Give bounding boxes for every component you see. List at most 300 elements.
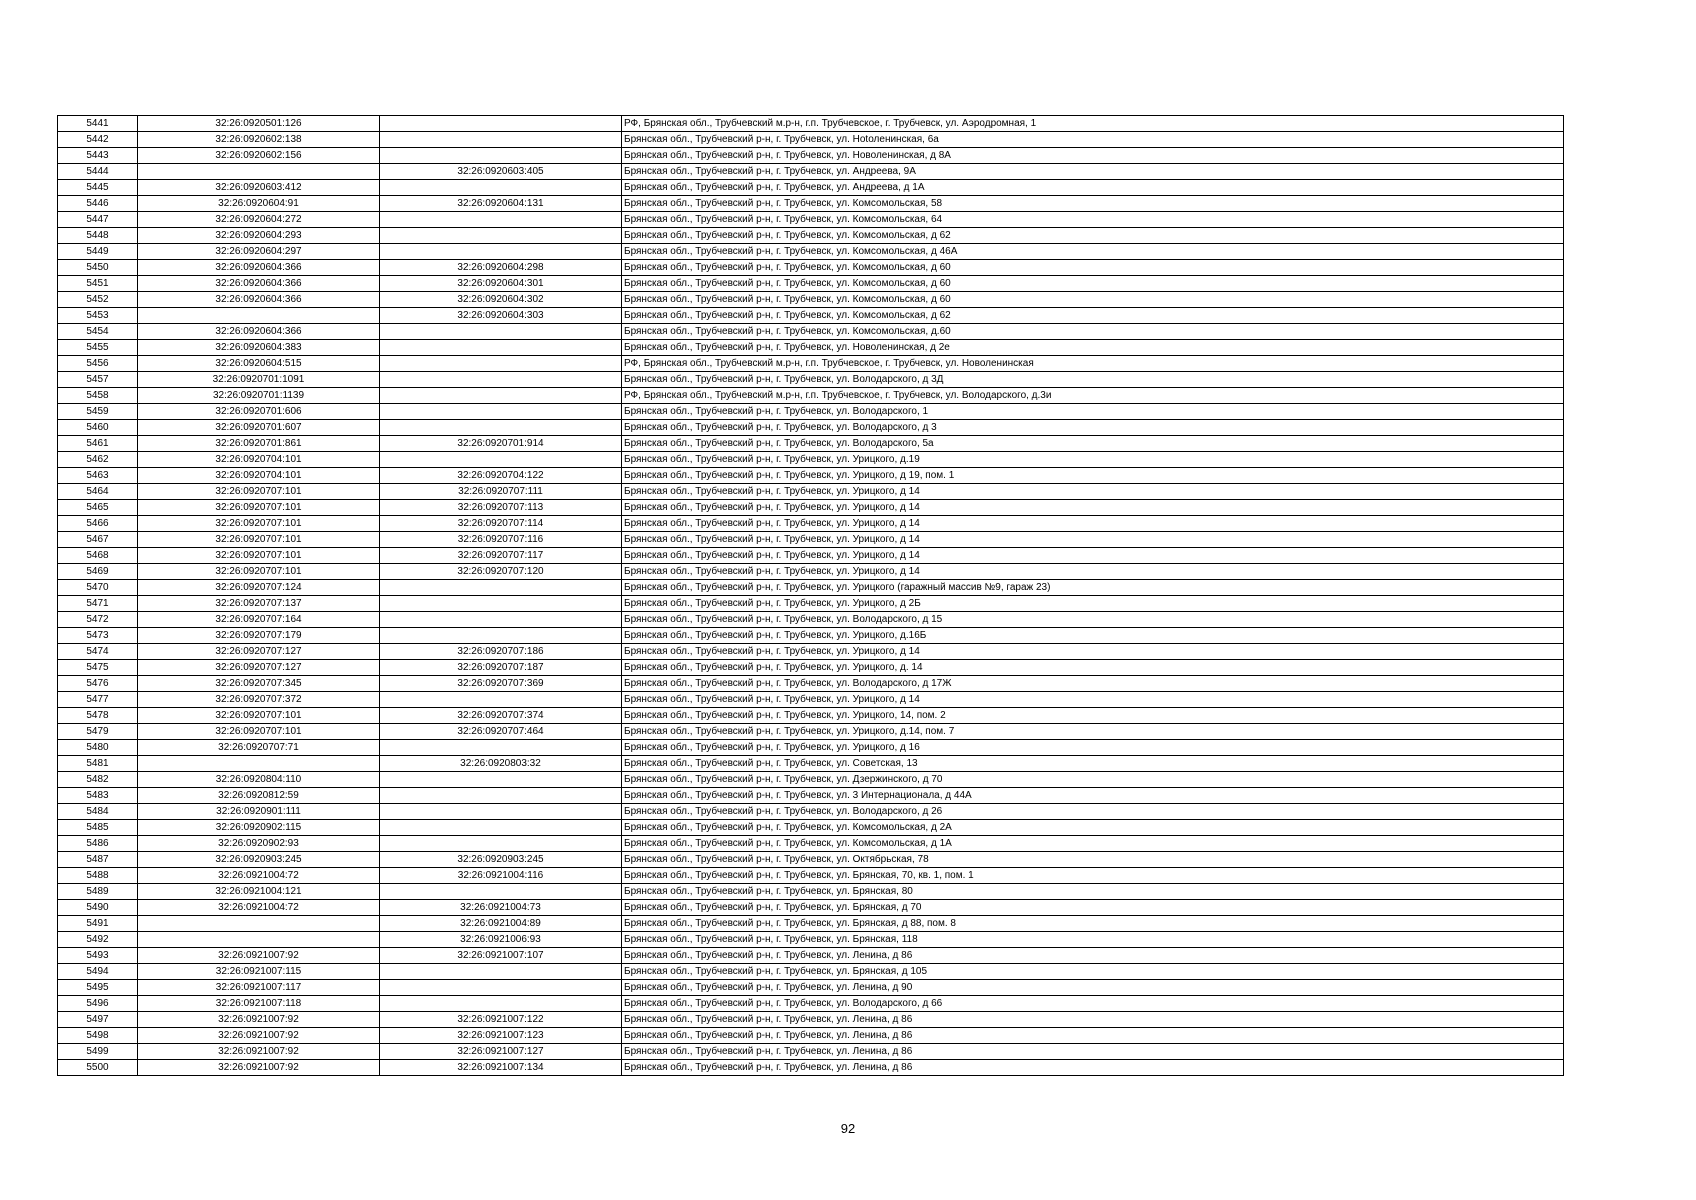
cadastral-number-cell: 32:26:0920902:115 <box>138 820 380 836</box>
related-cadastral-number-cell: 32:26:0921004:73 <box>380 900 622 916</box>
related-cadastral-number-cell <box>380 964 622 980</box>
related-cadastral-number-cell: 32:26:0920707:116 <box>380 532 622 548</box>
table-row <box>58 436 1564 452</box>
related-cadastral-number-cell <box>380 116 622 132</box>
cadastral-number-cell: 32:26:0920701:606 <box>138 404 380 420</box>
address-cell: Брянская обл., Трубчевский р-н, г. Трубчевск, ул. Советская, 13 <box>622 756 1564 772</box>
cadastral-number-cell: 32:26:0921007:118 <box>138 996 380 1012</box>
related-cadastral-number-cell: 32:26:0920707:374 <box>380 708 622 724</box>
related-cadastral-number-cell: 32:26:0921007:123 <box>380 1028 622 1044</box>
cadastral-number-cell: 32:26:0920604:366 <box>138 260 380 276</box>
address-cell: Брянская обл., Трубчевский р-н, г. Трубчевск, ул. Володарского, д 26 <box>622 804 1564 820</box>
related-cadastral-number-cell: 32:26:0920701:914 <box>380 436 622 452</box>
related-cadastral-number-cell: 32:26:0920604:301 <box>380 276 622 292</box>
address-cell: Брянская обл., Трубчевский р-н, г. Трубчевск, ул. Комсомольская, д.60 <box>622 324 1564 340</box>
related-cadastral-number-cell <box>380 324 622 340</box>
related-cadastral-number-cell <box>380 580 622 596</box>
row-number-cell: 5463 <box>58 468 138 484</box>
cadastral-number-cell: 32:26:0920707:179 <box>138 628 380 644</box>
address-cell: Брянская обл., Трубчевский р-н, г. Трубчевск, ул. Комсомольская, д 1А <box>622 836 1564 852</box>
cadastral-number-cell: 32:26:0920604:293 <box>138 228 380 244</box>
table-row <box>58 724 1564 740</box>
related-cadastral-number-cell: 32:26:0920604:303 <box>380 308 622 324</box>
row-number-cell: 5472 <box>58 612 138 628</box>
table-row <box>58 804 1564 820</box>
table-row <box>58 276 1564 292</box>
row-number-cell: 5485 <box>58 820 138 836</box>
table-row <box>58 884 1564 900</box>
table-row <box>58 564 1564 580</box>
address-cell: Брянская обл., Трубчевский р-н, г. Трубчевск, ул. Урицкого, 14, пом. 2 <box>622 708 1564 724</box>
related-cadastral-number-cell <box>380 148 622 164</box>
related-cadastral-number-cell <box>380 180 622 196</box>
row-number-cell: 5489 <box>58 884 138 900</box>
row-number-cell: 5471 <box>58 596 138 612</box>
table-row <box>58 948 1564 964</box>
table-row <box>58 420 1564 436</box>
table-row <box>58 708 1564 724</box>
address-cell: Брянская обл., Трубчевский р-н, г. Трубчевск, ул. Урицкого, д 14 <box>622 532 1564 548</box>
row-number-cell: 5495 <box>58 980 138 996</box>
table-row <box>58 772 1564 788</box>
row-number-cell: 5466 <box>58 516 138 532</box>
related-cadastral-number-cell <box>380 628 622 644</box>
table-row <box>58 324 1564 340</box>
related-cadastral-number-cell: 32:26:0920803:32 <box>380 756 622 772</box>
related-cadastral-number-cell: 32:26:0920707:464 <box>380 724 622 740</box>
table-row <box>58 1044 1564 1060</box>
table-row <box>58 852 1564 868</box>
address-cell: Брянская обл., Трубчевский р-н, г. Трубчевск, ул. Ленина, д 86 <box>622 948 1564 964</box>
related-cadastral-number-cell: 32:26:0921007:107 <box>380 948 622 964</box>
row-number-cell: 5461 <box>58 436 138 452</box>
address-cell: Брянская обл., Трубчевский р-н, г. Трубчевск, ул. Комсомольская, д 62 <box>622 228 1564 244</box>
row-number-cell: 5488 <box>58 868 138 884</box>
address-cell: РФ, Брянская обл., Трубчевский м.р-н, г.п. Трубчевское, г. Трубчевск, ул. Новоленинская <box>622 356 1564 372</box>
table-row <box>58 932 1564 948</box>
row-number-cell: 5454 <box>58 324 138 340</box>
address-cell: Брянская обл., Трубчевский р-н, г. Трубчевск, ул. Комсомольская, д 62 <box>622 308 1564 324</box>
related-cadastral-number-cell: 32:26:0921004:116 <box>380 868 622 884</box>
cadastral-number-cell: 32:26:0920704:101 <box>138 468 380 484</box>
cadastral-number-cell: 32:26:0920707:101 <box>138 724 380 740</box>
table-row <box>58 308 1564 324</box>
row-number-cell: 5441 <box>58 116 138 132</box>
address-cell: Брянская обл., Трубчевский р-н, г. Трубчевск, ул. Новоленинская, д 2е <box>622 340 1564 356</box>
cadastral-number-cell: 32:26:0920603:412 <box>138 180 380 196</box>
address-cell: Брянская обл., Трубчевский р-н, г. Трубчевск, ул. Брянская, 80 <box>622 884 1564 900</box>
address-cell: Брянская обл., Трубчевский р-н, г. Трубчевск, ул. Володарского, 1 <box>622 404 1564 420</box>
row-number-cell: 5452 <box>58 292 138 308</box>
address-cell: Брянская обл., Трубчевский р-н, г. Трубчевск, ул. Андреева, д 1А <box>622 180 1564 196</box>
cadastral-number-cell: 32:26:0921007:92 <box>138 1044 380 1060</box>
address-cell: Брянская обл., Трубчевский р-н, г. Трубчевск, ул. Октябрьская, 78 <box>622 852 1564 868</box>
cadastral-number-cell: 32:26:0920604:515 <box>138 356 380 372</box>
address-cell: Брянская обл., Трубчевский р-н, г. Трубчевск, ул. Урицкого, д 14 <box>622 564 1564 580</box>
related-cadastral-number-cell <box>380 692 622 708</box>
related-cadastral-number-cell: 32:26:0921004:89 <box>380 916 622 932</box>
table-row <box>58 356 1564 372</box>
related-cadastral-number-cell: 32:26:0920707:120 <box>380 564 622 580</box>
address-cell: Брянская обл., Трубчевский р-н, г. Трубчевск, ул. Урицкого, д.14, пом. 7 <box>622 724 1564 740</box>
address-cell: Брянская обл., Трубчевский р-н, г. Трубчевск, ул. Комсомольская, 64 <box>622 212 1564 228</box>
cadastral-number-cell: 32:26:0920701:607 <box>138 420 380 436</box>
address-cell: Брянская обл., Трубчевский р-н, г. Трубчевск, ул. Андреева, 9А <box>622 164 1564 180</box>
address-cell: Брянская обл., Трубчевский р-н, г. Трубчевск, ул. Брянская, 70, кв. 1, пом. 1 <box>622 868 1564 884</box>
table-row <box>58 996 1564 1012</box>
cadastral-number-cell: 32:26:0920707:127 <box>138 644 380 660</box>
address-cell: РФ, Брянская обл., Трубчевский м.р-н, г.п. Трубчевское, г. Трубчевск, ул. Аэродромная, 1 <box>622 116 1564 132</box>
table-row <box>58 676 1564 692</box>
cadastral-number-cell: 32:26:0920707:101 <box>138 708 380 724</box>
row-number-cell: 5499 <box>58 1044 138 1060</box>
row-number-cell: 5451 <box>58 276 138 292</box>
row-number-cell: 5486 <box>58 836 138 852</box>
row-number-cell: 5464 <box>58 484 138 500</box>
row-number-cell: 5449 <box>58 244 138 260</box>
row-number-cell: 5470 <box>58 580 138 596</box>
table-row <box>58 740 1564 756</box>
cadastral-number-cell: 32:26:0920604:272 <box>138 212 380 228</box>
row-number-cell: 5460 <box>58 420 138 436</box>
row-number-cell: 5446 <box>58 196 138 212</box>
row-number-cell: 5475 <box>58 660 138 676</box>
address-cell: Брянская обл., Трубчевский р-н, г. Трубчевск, ул. Урицкого, д 14 <box>622 548 1564 564</box>
cadastral-number-cell: 32:26:0920707:345 <box>138 676 380 692</box>
address-cell: Брянская обл., Трубчевский р-н, г. Трубчевск, ул. Урицкого, д 14 <box>622 692 1564 708</box>
cadastral-number-cell: 32:26:0920701:1091 <box>138 372 380 388</box>
cadastral-number-cell: 32:26:0920903:245 <box>138 852 380 868</box>
address-cell: Брянская обл., Трубчевский р-н, г. Трубчевск, ул. Володарского, д 66 <box>622 996 1564 1012</box>
row-number-cell: 5459 <box>58 404 138 420</box>
cadastral-number-cell: 32:26:0921007:115 <box>138 964 380 980</box>
related-cadastral-number-cell <box>380 820 622 836</box>
address-cell: Брянская обл., Трубчевский р-н, г. Трубчевск, ул. Володарского, 5а <box>622 436 1564 452</box>
table-row <box>58 452 1564 468</box>
cadastral-number-cell: 32:26:0920501:126 <box>138 116 380 132</box>
table-row <box>58 756 1564 772</box>
related-cadastral-number-cell: 32:26:0920707:186 <box>380 644 622 660</box>
table-row <box>58 132 1564 148</box>
table-row <box>58 404 1564 420</box>
table-row <box>58 500 1564 516</box>
cadastral-number-cell: 32:26:0920804:110 <box>138 772 380 788</box>
related-cadastral-number-cell: 32:26:0920604:298 <box>380 260 622 276</box>
row-number-cell: 5477 <box>58 692 138 708</box>
cadastral-number-cell: 32:26:0920701:1139 <box>138 388 380 404</box>
table-row <box>58 292 1564 308</box>
row-number-cell: 5497 <box>58 1012 138 1028</box>
related-cadastral-number-cell: 32:26:0920707:187 <box>380 660 622 676</box>
table-row <box>58 148 1564 164</box>
row-number-cell: 5467 <box>58 532 138 548</box>
address-cell: Брянская обл., Трубчевский р-н, г. Трубчевск, ул. Брянская, д 105 <box>622 964 1564 980</box>
row-number-cell: 5496 <box>58 996 138 1012</box>
related-cadastral-number-cell: 32:26:0920707:111 <box>380 484 622 500</box>
cadastral-number-cell <box>138 932 380 948</box>
cadastral-number-cell: 32:26:0920707:127 <box>138 660 380 676</box>
cadastral-number-cell: 32:26:0920901:111 <box>138 804 380 820</box>
address-cell: Брянская обл., Трубчевский р-н, г. Трубчевск, ул. Комсомольская, д 60 <box>622 260 1564 276</box>
cadastral-number-cell: 32:26:0920707:101 <box>138 532 380 548</box>
row-number-cell: 5442 <box>58 132 138 148</box>
related-cadastral-number-cell <box>380 980 622 996</box>
table-row <box>58 468 1564 484</box>
cadastral-number-cell: 32:26:0920707:101 <box>138 564 380 580</box>
row-number-cell: 5500 <box>58 1060 138 1076</box>
row-number-cell: 5448 <box>58 228 138 244</box>
row-number-cell: 5458 <box>58 388 138 404</box>
row-number-cell: 5490 <box>58 900 138 916</box>
cadastral-number-cell <box>138 308 380 324</box>
address-cell: Брянская обл., Трубчевский р-н, г. Трубчевск, ул. Урицкого, д 14 <box>622 644 1564 660</box>
related-cadastral-number-cell: 32:26:0920604:302 <box>380 292 622 308</box>
table-row <box>58 596 1564 612</box>
cadastral-number-cell: 32:26:0920604:366 <box>138 324 380 340</box>
cadastral-number-cell <box>138 916 380 932</box>
related-cadastral-number-cell: 32:26:0920903:245 <box>380 852 622 868</box>
address-cell: Брянская обл., Трубчевский р-н, г. Трубчевск, ул. Новоленинская, д 8А <box>622 148 1564 164</box>
address-cell: Брянская обл., Трубчевский р-н, г. Трубчевск, ул. Володарского, д 3 <box>622 420 1564 436</box>
cadastral-number-cell: 32:26:0921007:92 <box>138 1012 380 1028</box>
related-cadastral-number-cell: 32:26:0920704:122 <box>380 468 622 484</box>
cadastral-number-cell <box>138 756 380 772</box>
cadastral-number-cell: 32:26:0920707:164 <box>138 612 380 628</box>
cadastral-number-cell: 32:26:0921007:92 <box>138 948 380 964</box>
row-number-cell: 5480 <box>58 740 138 756</box>
table-row <box>58 964 1564 980</box>
row-number-cell: 5450 <box>58 260 138 276</box>
table-row <box>58 916 1564 932</box>
row-number-cell: 5443 <box>58 148 138 164</box>
address-cell: Брянская обл., Трубчевский р-н, г. Трубчевск, ул. Комсомольская, д 60 <box>622 276 1564 292</box>
address-cell: Брянская обл., Трубчевский р-н, г. Трубчевск, ул. Володарского, д 3Д <box>622 372 1564 388</box>
cadastral-number-cell: 32:26:0920707:71 <box>138 740 380 756</box>
row-number-cell: 5482 <box>58 772 138 788</box>
related-cadastral-number-cell <box>380 804 622 820</box>
related-cadastral-number-cell <box>380 404 622 420</box>
table-row <box>58 212 1564 228</box>
table-row <box>58 644 1564 660</box>
address-cell: Брянская обл., Трубчевский р-н, г. Трубчевск, ул. Урицкого, д 14 <box>622 484 1564 500</box>
related-cadastral-number-cell: 32:26:0921006:93 <box>380 932 622 948</box>
row-number-cell: 5465 <box>58 500 138 516</box>
row-number-cell: 5492 <box>58 932 138 948</box>
row-number-cell: 5491 <box>58 916 138 932</box>
table-row <box>58 660 1564 676</box>
table-row <box>58 516 1564 532</box>
cadastral-number-cell: 32:26:0920704:101 <box>138 452 380 468</box>
address-cell: Брянская обл., Трубчевский р-н, г. Трубчевск, ул. Урицкого, д. 14 <box>622 660 1564 676</box>
related-cadastral-number-cell <box>380 612 622 628</box>
related-cadastral-number-cell <box>380 740 622 756</box>
related-cadastral-number-cell <box>380 372 622 388</box>
related-cadastral-number-cell: 32:26:0920707:369 <box>380 676 622 692</box>
row-number-cell: 5478 <box>58 708 138 724</box>
cadastral-number-cell: 32:26:0920604:366 <box>138 292 380 308</box>
related-cadastral-number-cell: 32:26:0920604:131 <box>380 196 622 212</box>
table-row <box>58 1012 1564 1028</box>
table-row <box>58 628 1564 644</box>
row-number-cell: 5445 <box>58 180 138 196</box>
related-cadastral-number-cell <box>380 340 622 356</box>
row-number-cell: 5481 <box>58 756 138 772</box>
table-row <box>58 484 1564 500</box>
table-row <box>58 260 1564 276</box>
related-cadastral-number-cell <box>380 212 622 228</box>
related-cadastral-number-cell <box>380 596 622 612</box>
row-number-cell: 5498 <box>58 1028 138 1044</box>
table-row <box>58 164 1564 180</box>
cadastral-number-cell: 32:26:0920707:101 <box>138 548 380 564</box>
address-cell: Брянская обл., Трубчевский р-н, г. Трубчевск, ул. Комсомольская, д 2А <box>622 820 1564 836</box>
row-number-cell: 5493 <box>58 948 138 964</box>
address-cell: Брянская обл., Трубчевский р-н, г. Трубчевск, ул. Ленина, д 86 <box>622 1044 1564 1060</box>
row-number-cell: 5473 <box>58 628 138 644</box>
related-cadastral-number-cell <box>380 420 622 436</box>
cadastral-number-cell: 32:26:0921004:72 <box>138 900 380 916</box>
address-cell: Брянская обл., Трубчевский р-н, г. Трубчевск, ул. Урицкого, д 19, пом. 1 <box>622 468 1564 484</box>
table-row <box>58 532 1564 548</box>
address-cell: Брянская обл., Трубчевский р-н, г. Трубчевск, ул. Володарского, д 15 <box>622 612 1564 628</box>
table-row <box>58 196 1564 212</box>
related-cadastral-number-cell: 32:26:0921007:127 <box>380 1044 622 1060</box>
cadastral-number-cell: 32:26:0920707:101 <box>138 484 380 500</box>
row-number-cell: 5494 <box>58 964 138 980</box>
related-cadastral-number-cell <box>380 836 622 852</box>
cadastral-number-cell: 32:26:0920707:372 <box>138 692 380 708</box>
table-row <box>58 228 1564 244</box>
cadastral-number-cell: 32:26:0921007:117 <box>138 980 380 996</box>
related-cadastral-number-cell <box>380 228 622 244</box>
related-cadastral-number-cell <box>380 452 622 468</box>
registry-table <box>57 115 1564 1076</box>
address-cell: Брянская обл., Трубчевский р-н, г. Трубчевск, ул. 3 Интернационала, д 44А <box>622 788 1564 804</box>
table-row <box>58 868 1564 884</box>
related-cadastral-number-cell <box>380 788 622 804</box>
row-number-cell: 5457 <box>58 372 138 388</box>
table-row <box>58 820 1564 836</box>
related-cadastral-number-cell: 32:26:0920707:117 <box>380 548 622 564</box>
address-cell: Брянская обл., Трубчевский р-н, г. Трубчевск, ул. Брянская, д 88, пом. 8 <box>622 916 1564 932</box>
table-row <box>58 900 1564 916</box>
cadastral-number-cell: 32:26:0920604:91 <box>138 196 380 212</box>
cadastral-number-cell: 32:26:0921004:72 <box>138 868 380 884</box>
cadastral-number-cell: 32:26:0920707:137 <box>138 596 380 612</box>
row-number-cell: 5468 <box>58 548 138 564</box>
row-number-cell: 5462 <box>58 452 138 468</box>
related-cadastral-number-cell <box>380 772 622 788</box>
row-number-cell: 5453 <box>58 308 138 324</box>
address-cell: Брянская обл., Трубчевский р-н, г. Трубчевск, ул. Дзержинского, д 70 <box>622 772 1564 788</box>
related-cadastral-number-cell: 32:26:0920707:113 <box>380 500 622 516</box>
related-cadastral-number-cell <box>380 884 622 900</box>
related-cadastral-number-cell: 32:26:0921007:134 <box>380 1060 622 1076</box>
table-row <box>58 1060 1564 1076</box>
row-number-cell: 5455 <box>58 340 138 356</box>
cadastral-number-cell: 32:26:0920604:366 <box>138 276 380 292</box>
address-cell: Брянская обл., Трубчевский р-н, г. Трубчевск, ул. Ленина, д 90 <box>622 980 1564 996</box>
related-cadastral-number-cell <box>380 244 622 260</box>
cadastral-number-cell: 32:26:0920604:383 <box>138 340 380 356</box>
address-cell: Брянская обл., Трубчевский р-н, г. Трубчевск, ул. Ленина, д 86 <box>622 1060 1564 1076</box>
address-cell: Брянская обл., Трубчевский р-н, г. Трубчевск, ул. Комсомольская, д 60 <box>622 292 1564 308</box>
address-cell: Брянская обл., Трубчевский р-н, г. Трубчевск, ул. Урицкого, д 2Б <box>622 596 1564 612</box>
cadastral-number-cell: 32:26:0920604:297 <box>138 244 380 260</box>
address-cell: Брянская обл., Трубчевский р-н, г. Трубчевск, ул. Комсомольская, д 46А <box>622 244 1564 260</box>
address-cell: РФ, Брянская обл., Трубчевский м.р-н, г.п. Трубчевское, г. Трубчевск, ул. Володарского, д.3и <box>622 388 1564 404</box>
table-row <box>58 372 1564 388</box>
row-number-cell: 5483 <box>58 788 138 804</box>
address-cell: Брянская обл., Трубчевский р-н, г. Трубчевск, ул. Урицкого, д.19 <box>622 452 1564 468</box>
address-cell: Брянская обл., Трубчевский р-н, г. Трубчевск, ул. Урицкого, д.16Б <box>622 628 1564 644</box>
row-number-cell: 5487 <box>58 852 138 868</box>
table-row <box>58 692 1564 708</box>
page-number: 92 <box>840 1121 856 1136</box>
cadastral-number-cell <box>138 164 380 180</box>
row-number-cell: 5476 <box>58 676 138 692</box>
related-cadastral-number-cell: 32:26:0921007:122 <box>380 1012 622 1028</box>
address-cell: Брянская обл., Трубчевский р-н, г. Трубчевск, ул. Брянская, д 70 <box>622 900 1564 916</box>
address-cell: Брянская обл., Трубчевский р-н, г. Трубчевск, ул. Ноtоленинская, 6а <box>622 132 1564 148</box>
address-cell: Брянская обл., Трубчевский р-н, г. Трубчевск, ул. Володарского, д 17Ж <box>622 676 1564 692</box>
address-cell: Брянская обл., Трубчевский р-н, г. Трубчевск, ул. Брянская, 118 <box>622 932 1564 948</box>
row-number-cell: 5484 <box>58 804 138 820</box>
cadastral-number-cell: 32:26:0920812:59 <box>138 788 380 804</box>
row-number-cell: 5444 <box>58 164 138 180</box>
row-number-cell: 5474 <box>58 644 138 660</box>
row-number-cell: 5447 <box>58 212 138 228</box>
table-row <box>58 340 1564 356</box>
address-cell: Брянская обл., Трубчевский р-н, г. Трубчевск, ул. Ленина, д 86 <box>622 1012 1564 1028</box>
address-cell: Брянская обл., Трубчевский р-н, г. Трубчевск, ул. Ленина, д 86 <box>622 1028 1564 1044</box>
cadastral-number-cell: 32:26:0921007:92 <box>138 1028 380 1044</box>
table-row <box>58 788 1564 804</box>
cadastral-number-cell: 32:26:0920602:138 <box>138 132 380 148</box>
address-cell: Брянская обл., Трубчевский р-н, г. Трубчевск, ул. Урицкого, д 14 <box>622 516 1564 532</box>
cadastral-number-cell: 32:26:0920707:101 <box>138 516 380 532</box>
row-number-cell: 5469 <box>58 564 138 580</box>
table-row <box>58 180 1564 196</box>
table-row <box>58 612 1564 628</box>
related-cadastral-number-cell <box>380 996 622 1012</box>
related-cadastral-number-cell <box>380 388 622 404</box>
cadastral-number-cell: 32:26:0921004:121 <box>138 884 380 900</box>
row-number-cell: 5456 <box>58 356 138 372</box>
address-cell: Брянская обл., Трубчевский р-н, г. Трубчевск, ул. Урицкого (гаражный массив №9, гараж 23) <box>622 580 1564 596</box>
table-row <box>58 244 1564 260</box>
cadastral-number-cell: 32:26:0920902:93 <box>138 836 380 852</box>
cadastral-number-cell: 32:26:0920707:101 <box>138 500 380 516</box>
related-cadastral-number-cell <box>380 356 622 372</box>
address-cell: Брянская обл., Трубчевский р-н, г. Трубчевск, ул. Урицкого, д 16 <box>622 740 1564 756</box>
table-row <box>58 1028 1564 1044</box>
row-number-cell: 5479 <box>58 724 138 740</box>
table-row <box>58 116 1564 132</box>
table-row <box>58 548 1564 564</box>
registry-table-body <box>58 116 1564 1076</box>
address-cell: Брянская обл., Трубчевский р-н, г. Трубчевск, ул. Урицкого, д 14 <box>622 500 1564 516</box>
table-row <box>58 388 1564 404</box>
table-row <box>58 836 1564 852</box>
cadastral-number-cell: 32:26:0920707:124 <box>138 580 380 596</box>
cadastral-number-cell: 32:26:0920602:156 <box>138 148 380 164</box>
table-row <box>58 980 1564 996</box>
cadastral-number-cell: 32:26:0920701:861 <box>138 436 380 452</box>
related-cadastral-number-cell <box>380 132 622 148</box>
related-cadastral-number-cell: 32:26:0920603:405 <box>380 164 622 180</box>
related-cadastral-number-cell: 32:26:0920707:114 <box>380 516 622 532</box>
